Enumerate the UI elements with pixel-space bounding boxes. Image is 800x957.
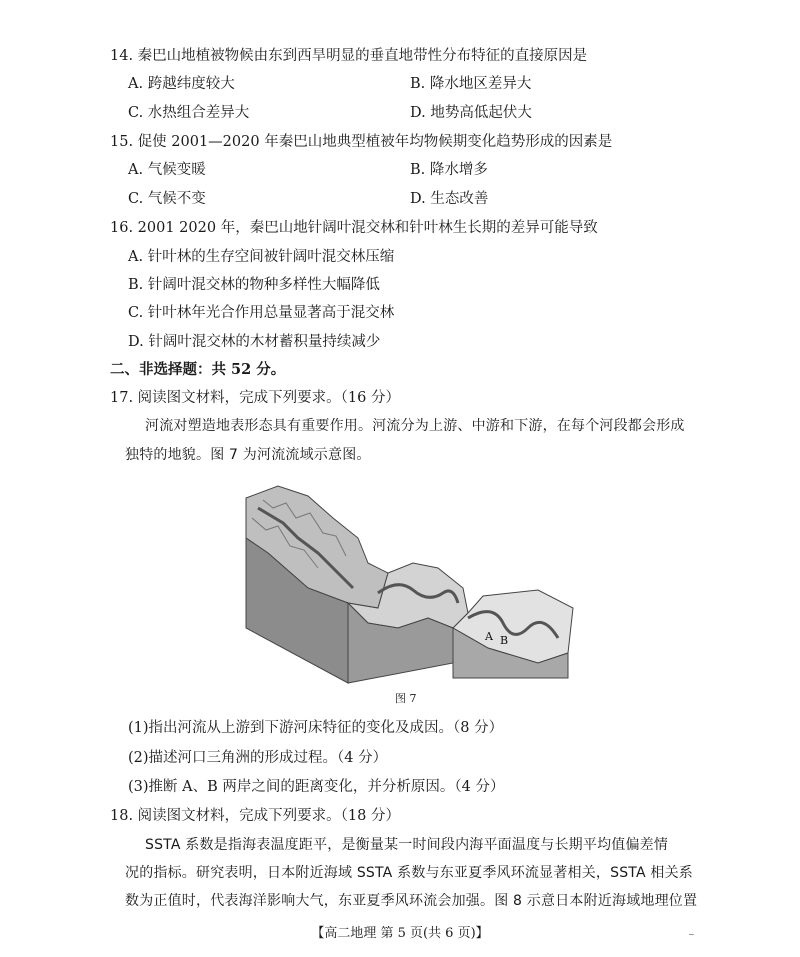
q18-para-line-2: 况的指标。研究表明，日本附近海域 SSTA 系数与东亚夏季风环流显著相关，SSTA 相关系	[125, 865, 693, 881]
q16-option-d: D. 针阔叶混交林的木材蓄积量持续减少	[128, 334, 381, 350]
q16-option-a: A. 针叶林的生存空间被针阔叶混交林压缩	[128, 249, 395, 265]
footer-text: 【高二地理 第 5 页(共 6 页)】	[311, 926, 489, 941]
q14-option-c: C. 水热组合差异大	[128, 105, 250, 121]
bank-label-a: A	[485, 630, 493, 643]
q15-option-b: B. 降水增多	[410, 162, 488, 178]
page-footer	[0, 922, 800, 941]
q15-option-a: A. 气候变暖	[128, 162, 206, 178]
q14-stem: 14. 秦巴山地植被物候由东到西旱明显的垂直地带性分布特征的直接原因是	[110, 48, 588, 64]
q18-para-line-1: SSTA 系数是指海表温度距平，是衡量某一时间段内海平面温度与长期平均值偏差情	[145, 837, 669, 853]
section-heading: 二、非选择题：共 52 分。	[110, 361, 286, 378]
q17-para-line-1: 河流对塑造地表形态具有重要作用。河流分为上游、中游和下游，在每个河段都会形成	[145, 418, 685, 434]
q15-option-d: D. 生态改善	[410, 191, 489, 207]
q16-option-b: B. 针阔叶混交林的物种多样性大幅降低	[128, 277, 380, 293]
q15-option-c: C. 气候不变	[128, 191, 206, 207]
q17-sub-2: (2)描述河口三角洲的形成过程。（4 分）	[128, 750, 388, 766]
q17-stem: 17. 阅读图文材料，完成下列要求。（16 分）	[110, 390, 400, 406]
q14-option-a: A. 跨越纬度较大	[128, 76, 235, 92]
q14-option-d: D. 地势高低起伏大	[410, 105, 532, 121]
figure-7-caption: 图 7	[395, 692, 417, 705]
q15-stem: 15. 促使 2001—2020 年秦巴山地典型植被年均物候期变化趋势形成的因素是	[110, 134, 613, 150]
q14-option-b: B. 降水地区差异大	[410, 76, 532, 92]
q17-sub-3: (3)推断 A、B 两岸之间的距离变化，并分析原因。（4 分）	[128, 779, 505, 795]
q18-para-line-3: 数为正值时，代表海洋影响大气，东亚夏季风环流会加强。图 8 示意日本附近海域地理位置	[125, 893, 698, 909]
corner-mark: ~	[688, 930, 695, 939]
river-basin-diagram	[238, 478, 578, 688]
q17-para-line-2: 独特的地貌。图 7 为河流流域示意图。	[125, 447, 371, 463]
q16-stem: 16. 2001 2020 年，秦巴山地针阔叶混交林和针叶林生长期的差异可能导致	[110, 220, 598, 236]
q17-sub-1: (1)指出河流从上游到下游河床特征的变化及成因。（8 分）	[128, 720, 504, 736]
q16-option-c: C. 针叶林年光合作用总量显著高于混交林	[128, 305, 395, 321]
bank-label-b: B	[500, 634, 509, 647]
q18-stem: 18. 阅读图文材料，完成下列要求。（18 分）	[110, 808, 400, 824]
